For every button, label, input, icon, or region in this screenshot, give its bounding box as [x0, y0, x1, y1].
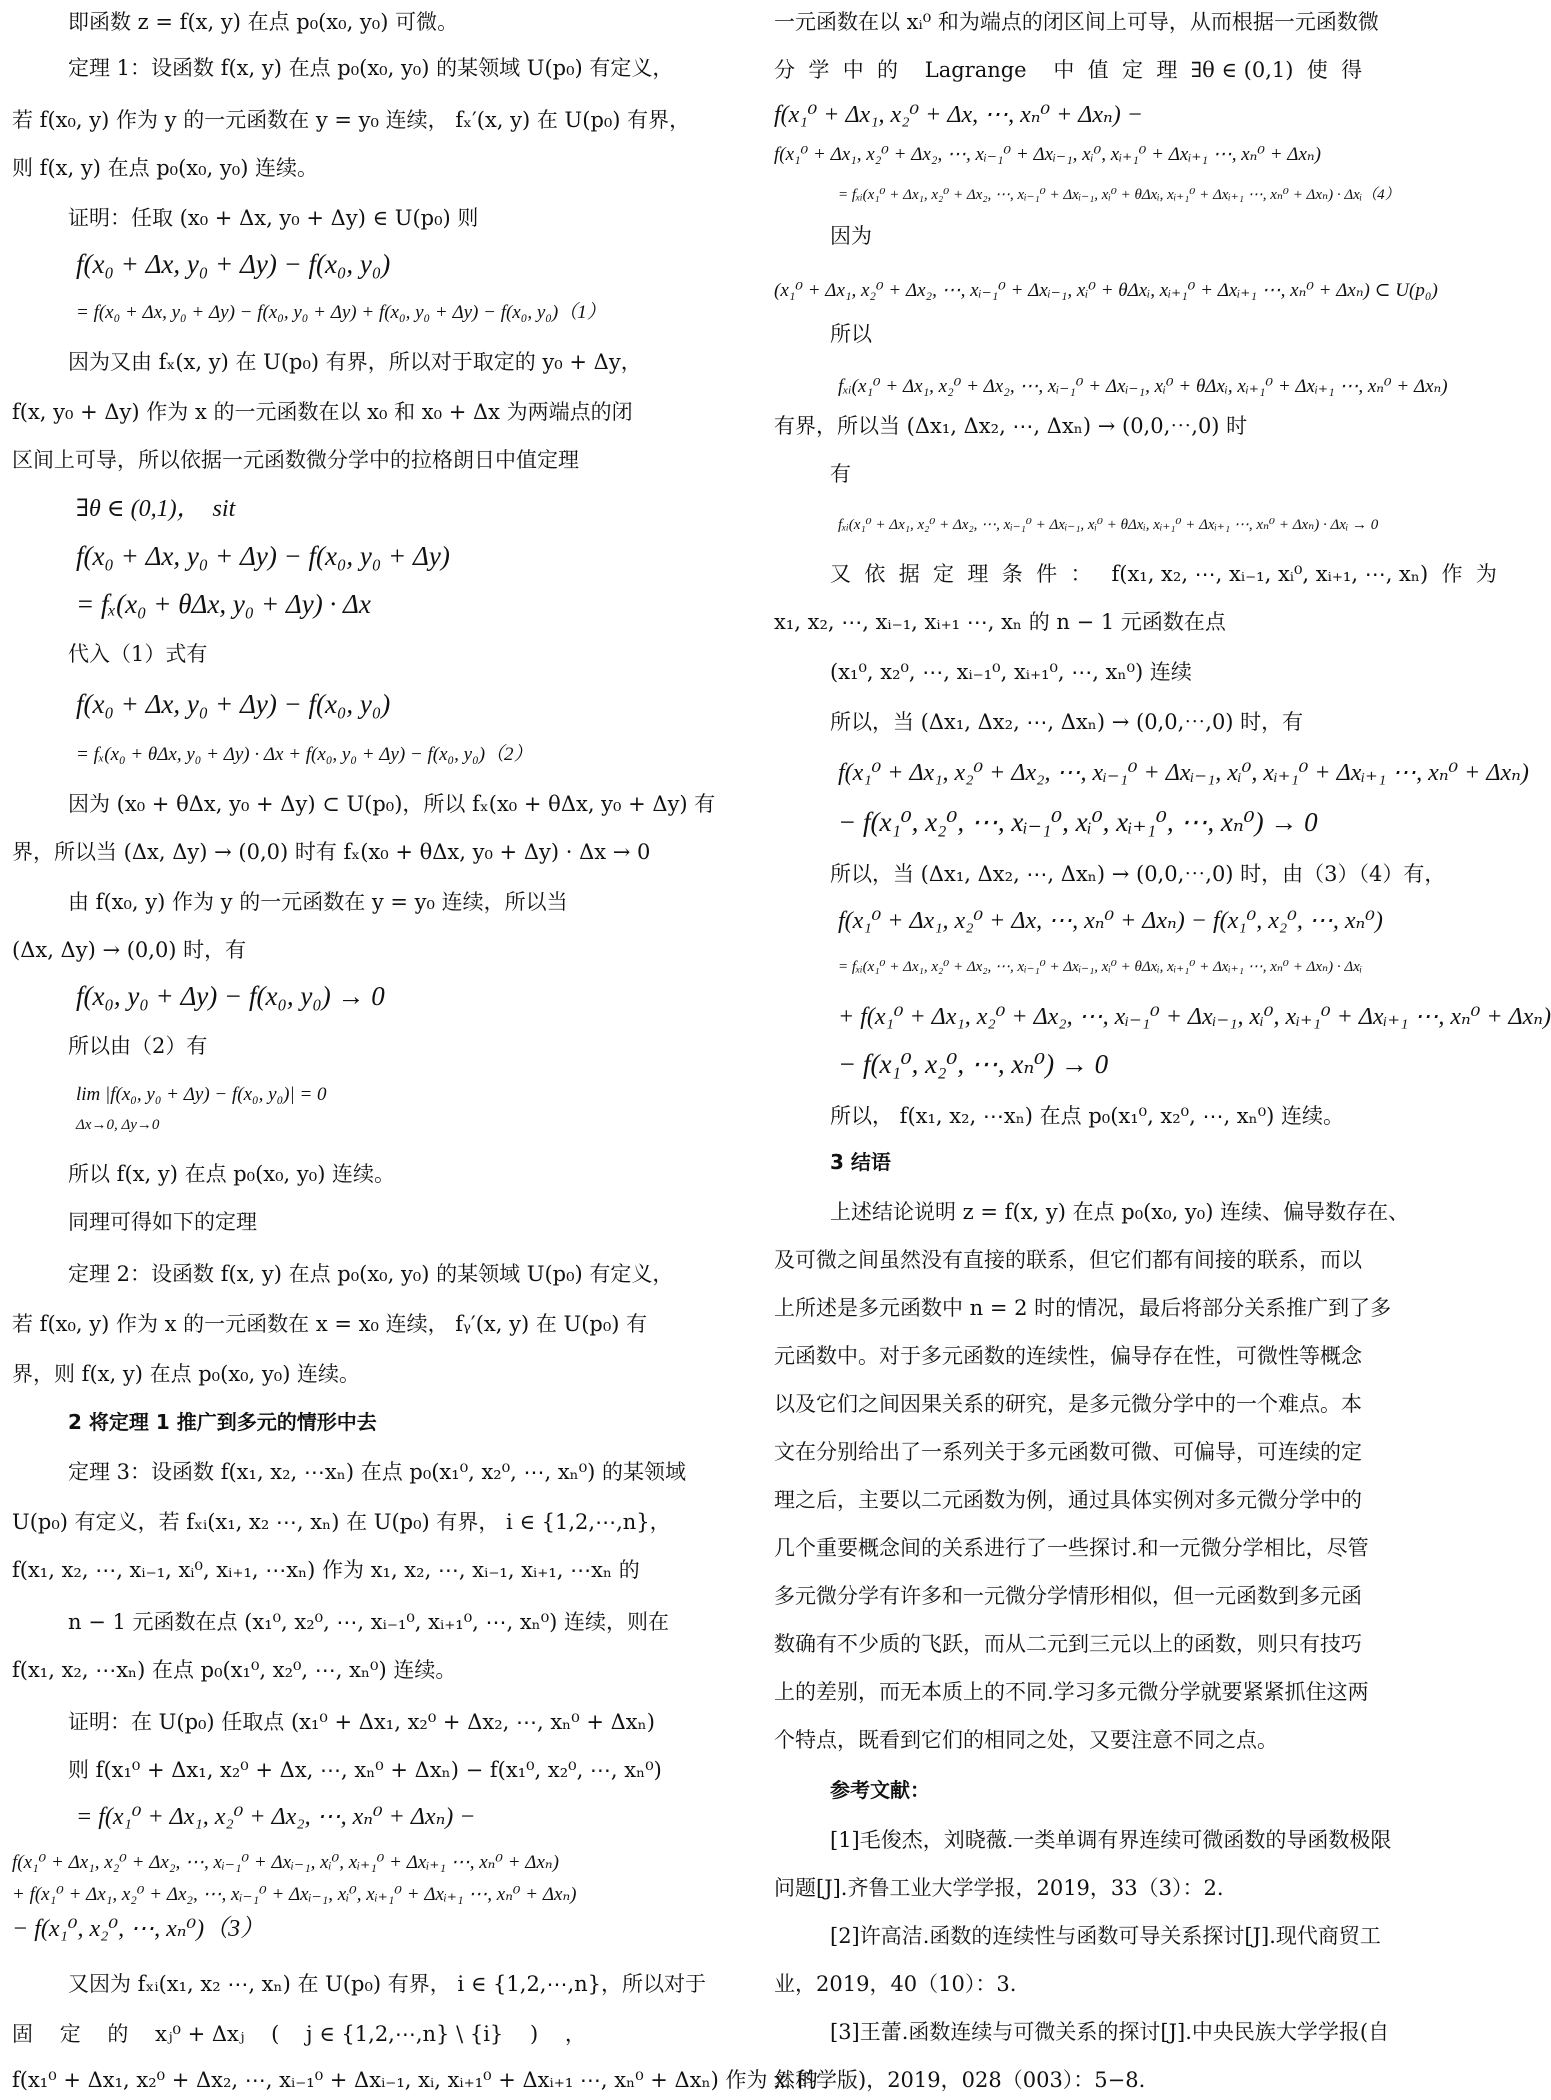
formula-line: f(x₀ + Δx, y₀ + Δy) − f(x₀, y₀)	[76, 248, 391, 279]
text-line: 若 f(x₀, y) 作为 y 的一元函数在 y = y₀ 连续， fₓ′(x, y) 在 U(p₀) 有界，	[12, 107, 691, 132]
left-column	[12, 9, 818, 2092]
text-line: 上所述是多元函数中 n = 2 时的情况，最后将部分关系推广到了多	[774, 1295, 1392, 1320]
formula-line: f(x₁⁰ + Δx₁, x₂⁰ + Δx₂, ⋯, xᵢ₋₁⁰ + Δxᵢ₋₁, xᵢ⁰, xᵢ₊₁⁰ + Δxᵢ₊₁ ⋯, xₙ⁰ + Δxₙ)	[774, 143, 1321, 165]
text-line: 然科学版)，2019，028（003）：5−8.	[774, 2067, 1146, 2092]
text-line: 证明：在 U(p₀) 任取点 (x₁⁰ + Δx₁, x₂⁰ + Δx₂, ⋯, xₙ⁰ + Δxₙ)	[68, 1709, 655, 1734]
formula-line: fₓᵢ(x₁⁰ + Δx₁, x₂⁰ + Δx₂, ⋯, xᵢ₋₁⁰ + Δxᵢ₋₁, xᵢ⁰ + θΔxᵢ, xᵢ₊₁⁰ + Δxᵢ₊₁ ⋯, xₙ⁰ + Δxₙ) · Δxᵢ → 0	[838, 516, 1379, 533]
text-line: 所以	[830, 321, 872, 346]
formula-line: f(x₀ + Δx, y₀ + Δy) − f(x₀, y₀ + Δy)	[76, 540, 450, 571]
text-line: 由 f(x₀, y) 作为 y 的一元函数在 y = y₀ 连续，所以当	[68, 889, 568, 914]
right-column	[774, 9, 1551, 2092]
formula-line: f(x₁⁰ + Δx₁, x₂⁰ + Δx₂, ⋯, xᵢ₋₁⁰ + Δxᵢ₋₁, xᵢ⁰, xᵢ₊₁⁰ + Δxᵢ₊₁ ⋯, xₙ⁰ + Δxₙ)	[838, 760, 1529, 787]
text-line: 界，则 f(x, y) 在点 p₀(x₀, y₀) 连续。	[12, 1361, 361, 1386]
text-line: 同理可得如下的定理	[68, 1209, 257, 1234]
text-line: [2]许高洁.函数的连续性与函数可导关系探讨[J].现代商贸工	[830, 1923, 1381, 1948]
formula-line: − f(x₁⁰, x₂⁰, ⋯, xₙ⁰)（3）	[12, 1916, 265, 1943]
text-line: 证明：任取 (x₀ + Δx, y₀ + Δy) ∈ U(p₀) 则	[68, 205, 479, 230]
text-line: 所以 f(x, y) 在点 p₀(x₀, y₀) 连续。	[68, 1161, 396, 1186]
formula-line: f(x₁⁰ + Δx₁, x₂⁰ + Δx, ⋯, xₙ⁰ + Δxₙ) −	[774, 102, 1143, 129]
text-line: 及可微之间虽然没有直接的联系，但它们都有间接的联系，而以	[774, 1247, 1362, 1272]
formula-line: + f(x₁⁰ + Δx₁, x₂⁰ + Δx₂, ⋯, xᵢ₋₁⁰ + Δxᵢ₋₁, xᵢ⁰, xᵢ₊₁⁰ + Δxᵢ₊₁ ⋯, xₙ⁰ + Δxₙ)	[12, 1883, 577, 1905]
text-line: U(p₀) 有定义，若 fₓᵢ(x₁, x₂ ⋯, xₙ) 在 U(p₀) 有界， i ∈ {1,2,⋯,n}，	[12, 1509, 671, 1534]
text-line: 元函数中。对于多元函数的连续性，偏导存在性，可微性等概念	[774, 1343, 1362, 1368]
text-line: 因为	[830, 223, 872, 248]
text-line: 分 学 中 的 Lagrange 中 值 定 理 ∃θ ∈ (0,1) 使 得	[774, 57, 1363, 82]
text-line: 则 f(x₁⁰ + Δx₁, x₂⁰ + Δx, ⋯, xₙ⁰ + Δxₙ) − f(x₁⁰, x₂⁰, ⋯, xₙ⁰)	[68, 1757, 662, 1782]
text-line: x₁, x₂, ⋯, xᵢ₋₁, xᵢ₊₁ ⋯, xₙ 的 n − 1 元函数在点	[774, 609, 1226, 634]
text-line: 理之后，主要以二元函数为例，通过具体实例对多元微分学中的	[774, 1487, 1362, 1512]
formula-line: = fₓᵢ(x₁⁰ + Δx₁, x₂⁰ + Δx₂, ⋯, xᵢ₋₁⁰ + Δxᵢ₋₁, xᵢ⁰ + θΔxᵢ, xᵢ₊₁⁰ + Δxᵢ₊₁ ⋯, xₙ⁰ + Δxₙ) · Δxᵢ（4）	[838, 186, 1400, 203]
text-line: 因为又由 fₓ(x, y) 在 U(p₀) 有界，所以对于取定的 y₀ + Δy，	[68, 349, 642, 374]
text-line: 又因为 fₓᵢ(x₁, x₂ ⋯, xₙ) 在 U(p₀) 有界， i ∈ {1,2,⋯,n}，所以对于	[68, 1971, 707, 1996]
text-line: 问题[J].齐鲁工业大学学报，2019，33（3）：2.	[774, 1875, 1224, 1900]
text-line: 区间上可导，所以依据一元函数微分学中的拉格朗日中值定理	[12, 447, 579, 472]
text-line: 所以，当 (Δx₁, Δx₂, ⋯, Δxₙ) → (0,0,⋯,0) 时，由（3）（4）有，	[830, 861, 1446, 886]
text-line: 因为 (x₀ + θΔx, y₀ + Δy) ⊂ U(p₀)，所以 fₓ(x₀ + θΔx, y₀ + Δy) 有	[68, 791, 716, 816]
text-line: 所以由（2）有	[68, 1033, 208, 1058]
text-line: 个特点，既看到它们的相同之处，又要注意不同之点。	[774, 1727, 1278, 1752]
formula-line: ∃θ ∈ (0,1)， sit	[76, 496, 236, 523]
text-line: 即函数 z = f(x, y) 在点 p₀(x₀, y₀) 可微。	[68, 9, 459, 34]
text-line: 多元微分学有许多和一元微分学情形相似，但一元函数到多元函	[774, 1583, 1362, 1608]
text-line: f(x₁, x₂, ⋯xₙ) 在点 p₀(x₁⁰, x₂⁰, ⋯, xₙ⁰) 连续。	[12, 1657, 457, 1682]
text-line: 业，2019，40（10）：3.	[774, 1971, 1017, 1996]
text-line: 若 f(x₀, y) 作为 x 的一元函数在 x = x₀ 连续， fᵧ′(x, y) 在 U(p₀) 有	[12, 1311, 648, 1336]
text-line: f(x₁⁰ + Δx₁, x₂⁰ + Δx₂, ⋯, xᵢ₋₁⁰ + Δxᵢ₋₁, xᵢ, xᵢ₊₁⁰ + Δxᵢ₊₁ ⋯, xₙ⁰ + Δxₙ) 作为 xᵢ 的	[12, 2067, 818, 2092]
text-line: 数确有不少质的飞跃，而从二元到三元以上的函数，则只有技巧	[774, 1631, 1362, 1656]
text-line: 文在分别给出了一系列关于多元函数可微、可偏导，可连续的定	[774, 1439, 1362, 1464]
section-heading: 2 将定理 1 推广到多元的情形中去	[68, 1409, 377, 1434]
text-line: 上述结论说明 z = f(x, y) 在点 p₀(x₀, y₀) 连续、偏导数存在、	[830, 1199, 1410, 1224]
text-line: (x₁⁰, x₂⁰, ⋯, xᵢ₋₁⁰, xᵢ₊₁⁰, ⋯, xₙ⁰) 连续	[830, 659, 1192, 684]
text-line: 固 定 的 xⱼ⁰ + Δxⱼ ( j ∈ {1,2,⋯,n} \ {i} ) ，	[12, 2021, 586, 2046]
formula-line: f(x₀, y₀ + Δy) − f(x₀, y₀) → 0	[76, 980, 385, 1011]
formula-line: − f(x₁⁰, x₂⁰, ⋯, xₙ⁰) → 0	[838, 1048, 1109, 1079]
formula-line: = f(x₁⁰ + Δx₁, x₂⁰ + Δx₂, ⋯, xₙ⁰ + Δxₙ) −	[76, 1804, 476, 1831]
formula-line: lim |f(x₀, y₀ + Δy) − f(x₀, y₀)| = 0	[76, 1083, 327, 1105]
text-line: 上的差别，而无本质上的不同.学习多元微分学就要紧紧抓住这两	[774, 1679, 1369, 1704]
text-line: 代入（1）式有	[68, 641, 208, 666]
text-line: 一元函数在以 xᵢ⁰ 和为端点的闭区间上可导，从而根据一元函数微	[774, 9, 1379, 34]
text-line: f(x₁, x₂, ⋯, xᵢ₋₁, xᵢ⁰, xᵢ₊₁, ⋯xₙ) 作为 x₁, x₂, ⋯, xᵢ₋₁, xᵢ₊₁, ⋯xₙ 的	[12, 1557, 640, 1582]
section-heading: 3 结语	[830, 1149, 891, 1174]
text-line: 以及它们之间因果关系的研究，是多元微分学中的一个难点。本	[774, 1391, 1362, 1416]
formula-line: = fₓ(x₀ + θΔx, y₀ + Δy) · Δx	[76, 588, 371, 619]
formula-line: = f(x₀ + Δx, y₀ + Δy) − f(x₀, y₀ + Δy) + f(x₀, y₀ + Δy) − f(x₀, y₀)（1）	[76, 301, 606, 323]
formula-line: (x₁⁰ + Δx₁, x₂⁰ + Δx₂, ⋯, xᵢ₋₁⁰ + Δxᵢ₋₁, xᵢ⁰ + θΔxᵢ, xᵢ₊₁⁰ + Δxᵢ₊₁ ⋯, xₙ⁰ + Δxₙ) ⊂ U(p₀)	[774, 279, 1438, 301]
text-line: 有界，所以当 (Δx₁, Δx₂, ⋯, Δxₙ) → (0,0,⋯,0) 时	[774, 413, 1248, 438]
text-line: 则 f(x, y) 在点 p₀(x₀, y₀) 连续。	[12, 155, 319, 180]
text-line: 所以， f(x₁, x₂, ⋯xₙ) 在点 p₀(x₁⁰, x₂⁰, ⋯, xₙ⁰) 连续。	[830, 1103, 1345, 1128]
formula-line: = fₓ(x₀ + θΔx, y₀ + Δy) · Δx + f(x₀, y₀ + Δy) − f(x₀, y₀)（2）	[76, 743, 533, 765]
formula-line: Δx→0, Δy→0	[76, 1116, 160, 1133]
text-line: [3]王蕾.函数连续与可微关系的探讨[J].中央民族大学学报(自	[830, 2019, 1390, 2044]
text-line: 所以，当 (Δx₁, Δx₂, ⋯, Δxₙ) → (0,0,⋯,0) 时，有	[830, 709, 1304, 734]
formula-line: − f(x₁⁰, x₂⁰, ⋯, xᵢ₋₁⁰, xᵢ⁰, xᵢ₊₁⁰, ⋯, xₙ⁰) → 0	[838, 806, 1318, 837]
text-line: f(x, y₀ + Δy) 作为 x 的一元函数在以 x₀ 和 x₀ + Δx 为两端点的闭	[12, 399, 633, 424]
text-line: 定理 2：设函数 f(x, y) 在点 p₀(x₀, y₀) 的某领域 U(p₀) 有定义，	[68, 1261, 674, 1286]
text-line: 定理 1：设函数 f(x, y) 在点 p₀(x₀, y₀) 的某领域 U(p₀) 有定义，	[68, 55, 674, 80]
text-line: 定理 3：设函数 f(x₁, x₂, ⋯xₙ) 在点 p₀(x₁⁰, x₂⁰, ⋯, xₙ⁰) 的某领域	[68, 1459, 687, 1484]
text-line: 有	[830, 461, 851, 486]
text-line: (Δx, Δy) → (0,0) 时，有	[12, 937, 247, 962]
section-heading: 参考文献：	[830, 1777, 930, 1802]
text-line: 又 依 据 定 理 条 件 ： f(x₁, x₂, ⋯, xᵢ₋₁, xᵢ⁰, xᵢ₊₁, ⋯, xₙ) 作 为	[830, 561, 1497, 586]
formula-line: f(x₁⁰ + Δx₁, x₂⁰ + Δx, ⋯, xₙ⁰ + Δxₙ) − f(x₁⁰, x₂⁰, ⋯, xₙ⁰)	[838, 908, 1383, 935]
text-line: [1]毛俊杰，刘晓薇.一类单调有界连续可微函数的导函数极限	[830, 1827, 1392, 1852]
formula-line: = fₓᵢ(x₁⁰ + Δx₁, x₂⁰ + Δx₂, ⋯, xᵢ₋₁⁰ + Δxᵢ₋₁, xᵢ⁰ + θΔxᵢ, xᵢ₊₁⁰ + Δxᵢ₊₁ ⋯, xₙ⁰ + Δxₙ) · Δxᵢ	[838, 958, 1363, 975]
text-line: 几个重要概念间的关系进行了一些探讨.和一元微分学相比，尽管	[774, 1535, 1369, 1560]
text-line: 界，所以当 (Δx, Δy) → (0,0) 时有 fₓ(x₀ + θΔx, y₀ + Δy) · Δx → 0	[12, 839, 651, 864]
formula-line: + f(x₁⁰ + Δx₁, x₂⁰ + Δx₂, ⋯, xᵢ₋₁⁰ + Δxᵢ₋₁, xᵢ⁰, xᵢ₊₁⁰ + Δxᵢ₊₁ ⋯, xₙ⁰ + Δxₙ)	[838, 1004, 1551, 1031]
formula-line: f(x₁⁰ + Δx₁, x₂⁰ + Δx₂, ⋯, xᵢ₋₁⁰ + Δxᵢ₋₁, xᵢ⁰, xᵢ₊₁⁰ + Δxᵢ₊₁ ⋯, xₙ⁰ + Δxₙ)	[12, 1851, 559, 1873]
formula-line: f(x₀ + Δx, y₀ + Δy) − f(x₀, y₀)	[76, 688, 391, 719]
formula-line: fₓᵢ(x₁⁰ + Δx₁, x₂⁰ + Δx₂, ⋯, xᵢ₋₁⁰ + Δxᵢ₋₁, xᵢ⁰ + θΔxᵢ, xᵢ₊₁⁰ + Δxᵢ₊₁ ⋯, xₙ⁰ + Δxₙ)	[838, 375, 1448, 397]
text-line: n − 1 元函数在点 (x₁⁰, x₂⁰, ⋯, xᵢ₋₁⁰, xᵢ₊₁⁰, ⋯, xₙ⁰) 连续，则在	[68, 1609, 670, 1634]
